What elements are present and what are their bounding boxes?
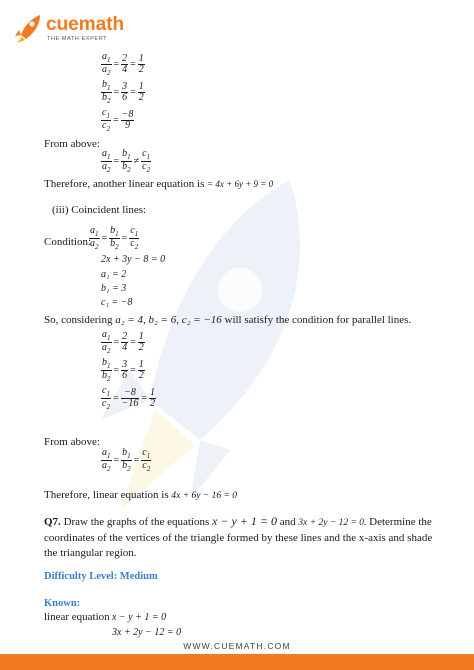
ratio-summary-2: $\frac{a_1}{a_2}$ = $\frac{b_1}{b_2}$ = $\frac{c_1}{c_2}$ bbox=[102, 447, 151, 474]
known-equation-2: 3x + 2y − 12 = 0 bbox=[112, 627, 182, 638]
from-above-1: From above: bbox=[44, 138, 100, 150]
considering-values: a₂ = 4, b₂ = 6, c₂ = −16 bbox=[115, 314, 222, 326]
condition-line-4: c₁ = −8 bbox=[101, 297, 133, 308]
question-number: Q7. bbox=[44, 516, 61, 528]
rocket-icon bbox=[14, 14, 42, 44]
condition-ratio: $\frac{a_1}{a_2}$ = $\frac{b_1}{b_2}$ = $\frac{c_1}{c_2}$ bbox=[90, 225, 139, 252]
therefore-line-1 bbox=[44, 178, 273, 190]
question-equation-1: x − y + 1 = 0 bbox=[212, 514, 277, 528]
ratio-c-1: $\frac{c_1}{c_2}$ = $\frac{-8}{9}$ bbox=[102, 107, 134, 134]
therefore-equation-2: 4x + 6y − 16 = 0 bbox=[171, 491, 238, 501]
ratio-b-2: $\frac{b_1}{b_2}$ = $\frac{3}{6}$ = $\frac{1}{2}$ bbox=[102, 357, 144, 384]
considering-suffix: will satisfy the condition for parallel lines. bbox=[224, 314, 412, 326]
condition-label: Condition: bbox=[44, 236, 92, 248]
known-label: Known: bbox=[44, 598, 81, 609]
therefore-text-1: Therefore, another linear equation is bbox=[44, 178, 205, 190]
condition-line-2: a₁ = 2 bbox=[101, 269, 127, 280]
condition-line-1: 2x + 3y − 8 = 0 bbox=[101, 254, 166, 265]
therefore-text-2: Therefore, linear equation is bbox=[44, 489, 169, 501]
from-above-2: From above: bbox=[44, 436, 100, 448]
difficulty-level: Difficulty Level: Medium bbox=[44, 571, 158, 582]
known-equation-1: x − y + 1 = 0 bbox=[112, 612, 167, 623]
brand-tagline: THE MATH EXPERT bbox=[47, 36, 108, 42]
ratio-summary-1: $\frac{a_1}{a_2}$ = $\frac{b_1}{b_2}$ ≠ $\frac{c_1}{c_2}$ bbox=[102, 148, 151, 175]
known-linear-label: linear equation bbox=[44, 611, 110, 623]
brand-logo[interactable] bbox=[14, 14, 124, 46]
footer-url[interactable]: WWW.CUEMATH.COM bbox=[183, 641, 291, 651]
question-and: and bbox=[279, 516, 296, 528]
coincident-heading: (iii) Coincident lines: bbox=[52, 204, 147, 216]
question-equation-2: 3x + 2y − 12 = 0. bbox=[298, 518, 367, 528]
considering-prefix: So, considering bbox=[44, 314, 113, 326]
condition-line-3: b₁ = 3 bbox=[101, 283, 127, 294]
question-7 bbox=[44, 514, 444, 561]
brand-name: cuemath bbox=[46, 14, 125, 35]
therefore-equation-1: = 4x + 6y + 9 = 0 bbox=[207, 179, 274, 189]
ratio-c-2: $\frac{c_1}{c_2}$ = $\frac{-8}{-16}$ = $\frac{1}{2}$ bbox=[102, 385, 155, 412]
considering-line bbox=[44, 314, 411, 326]
question-text-b: Determine the coordinates of the vertices of the triangle formed by these lines and the x-axis and shade the triangular region. bbox=[44, 516, 433, 559]
therefore-line-2 bbox=[44, 489, 237, 501]
ratio-a-1: $\frac{a_1}{a_2}$ = $\frac{2}{4}$ = $\frac{1}{2}$ bbox=[102, 51, 144, 78]
footer-bar bbox=[0, 654, 474, 670]
question-text-a: Draw the graphs of the equations bbox=[63, 516, 210, 528]
ratio-b-1: $\frac{b_1}{b_2}$ = $\frac{3}{6}$ = $\frac{1}{2}$ bbox=[102, 79, 144, 106]
ratio-a-2: $\frac{a_1}{a_2}$ = $\frac{2}{4}$ = $\frac{1}{2}$ bbox=[102, 329, 144, 356]
